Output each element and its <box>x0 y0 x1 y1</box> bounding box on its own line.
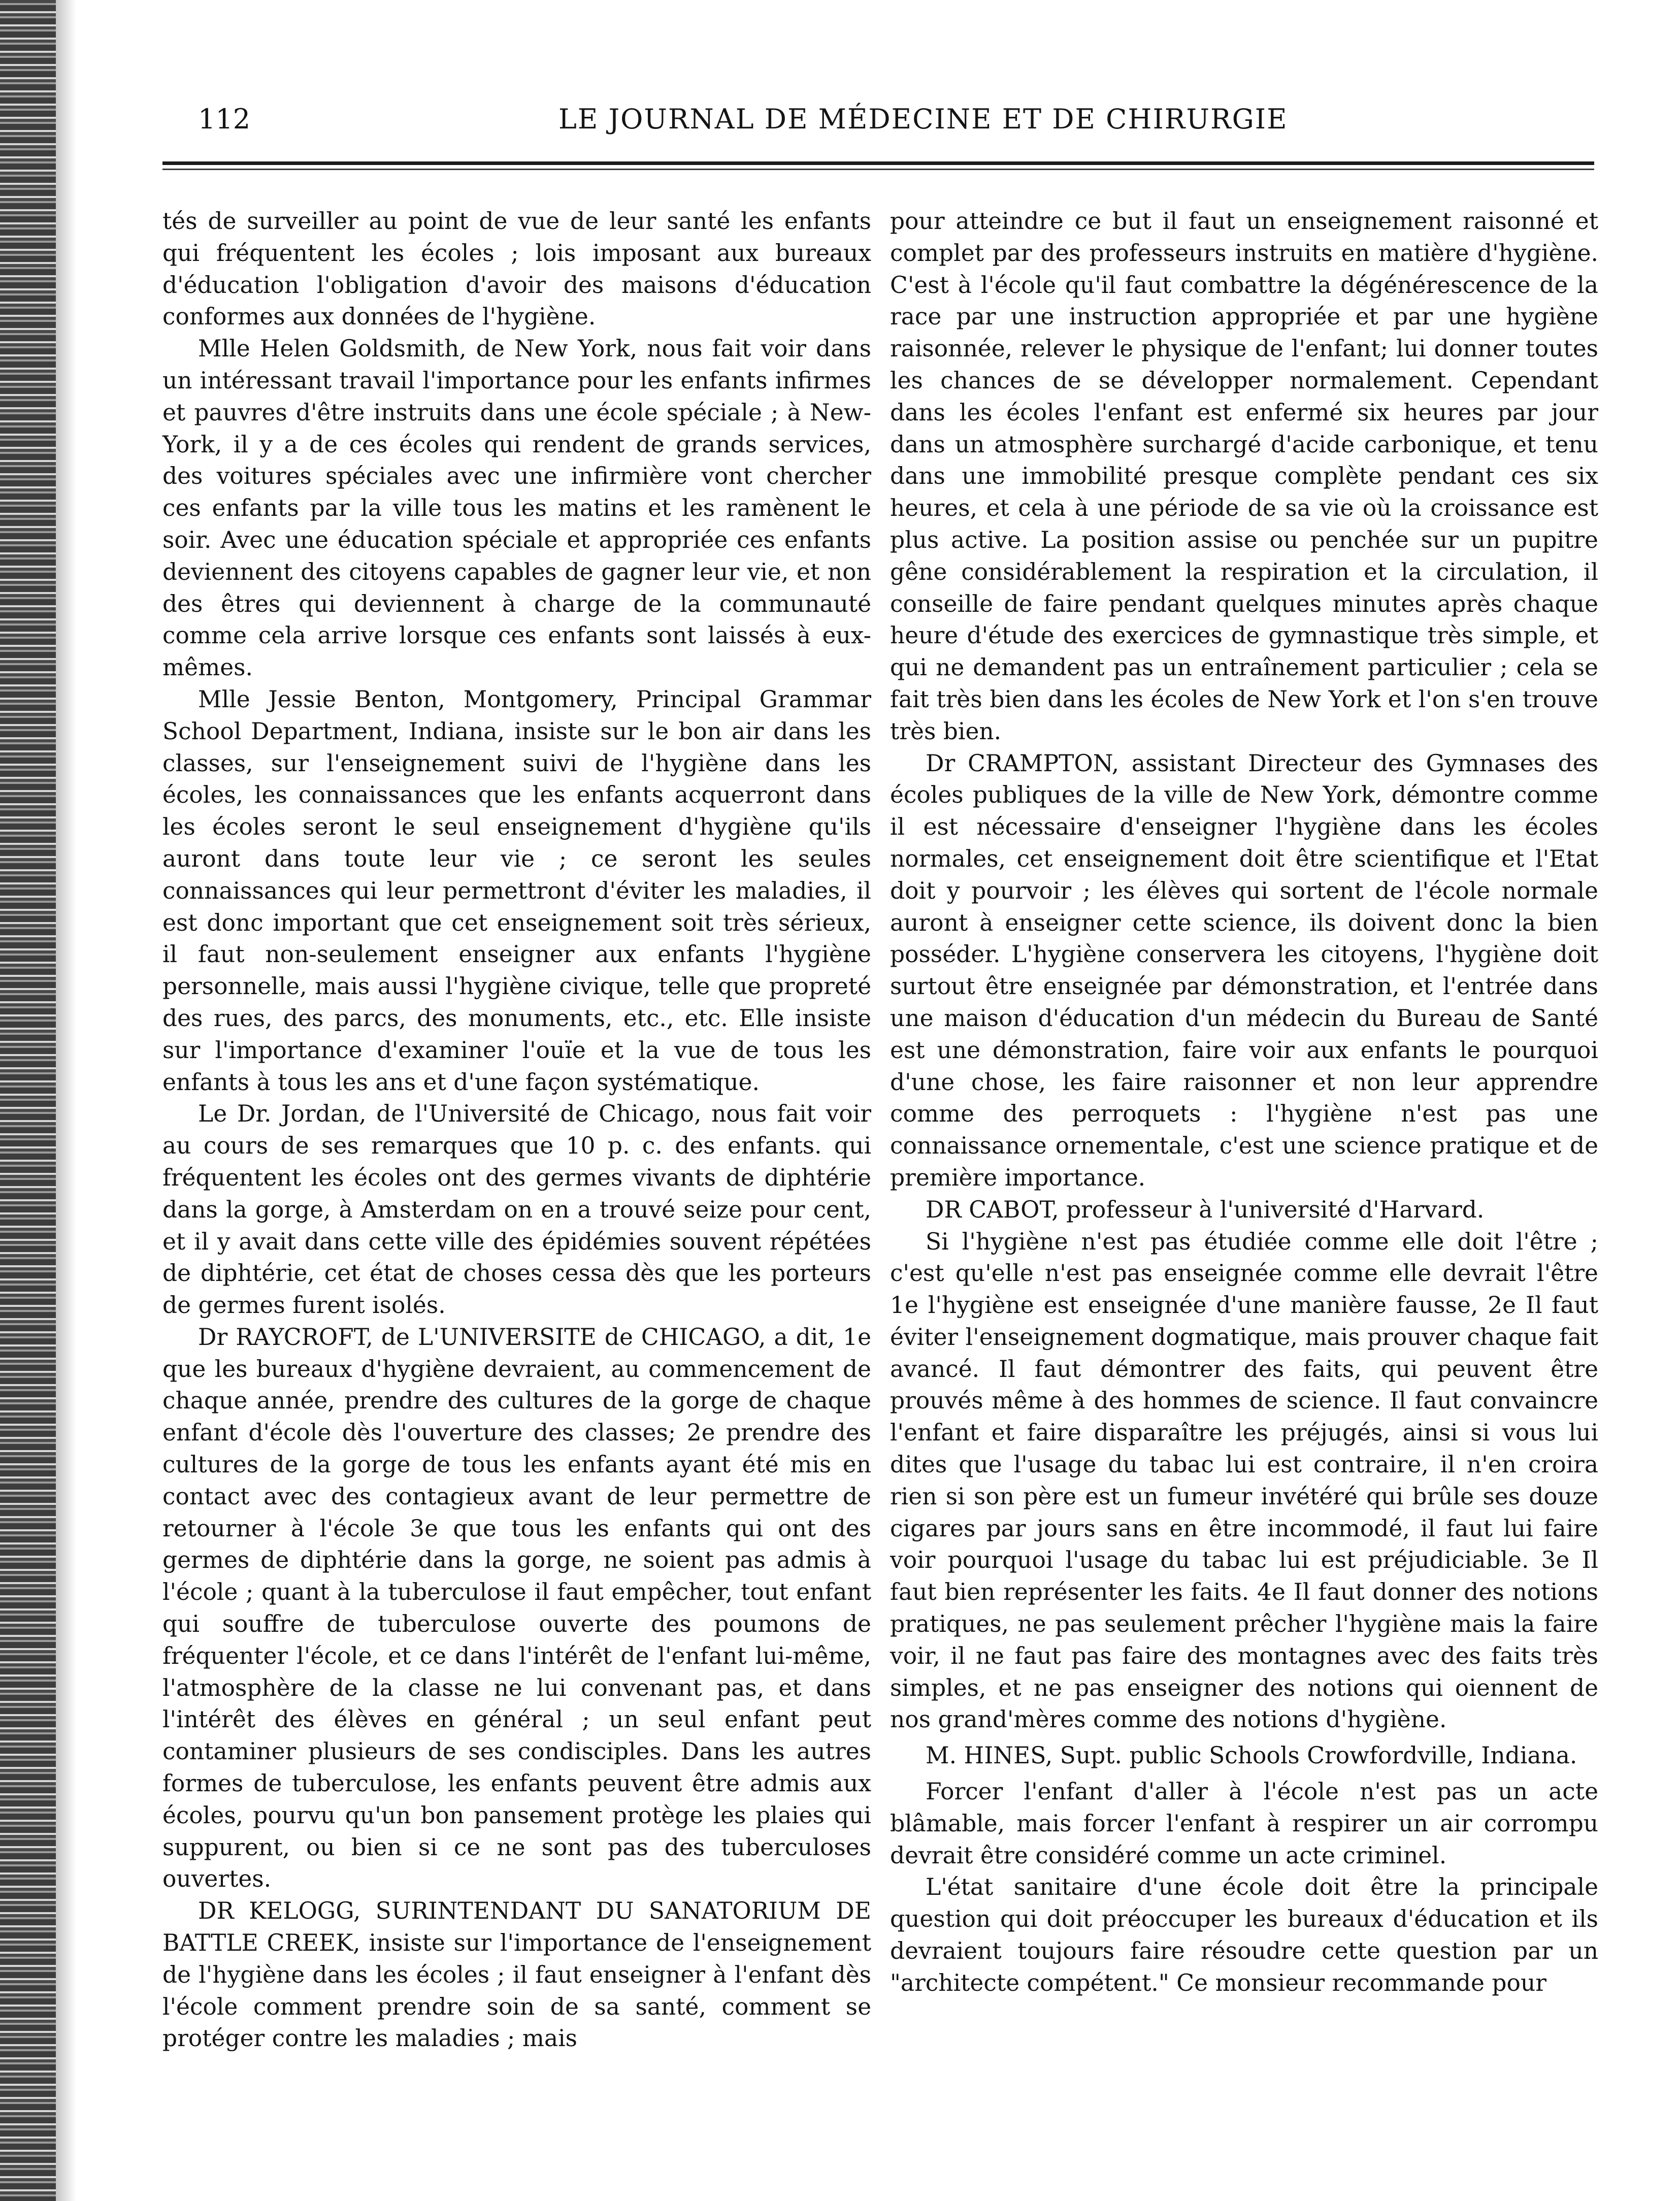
paragraph: Le Dr. Jordan, de l'Université de Chicago, nous fait voir au cours de ses remarques que 10 p. c. des enfants. qui fréquentent les écoles ont des germes vivants de diphtérie dans la gorge, à Amsterdam on en a trouvé seize pour cent, et il y avait dans cette ville des épidémies souvent répétées de diphtérie, cet état de choses cessa dès que les porteurs de germes furent isolés. <box>162 1100 871 1319</box>
paragraph: pour atteindre ce but il faut un enseignement raisonné et complet par des professeurs instruits en matière d'hygiène. C'est à l'école qu'il faut combattre la dégénérescence de la race par une instruction appropriée et par une hygiène raisonnée, relever le physique de l'enfant; lui donner toutes les chances de se développer normalement. Cependant dans les écoles l'enfant est enfermé six heures par jour dans un atmosphère surchargé d'acide carbonique, et tenu dans une immobilité presque complète pendant ces six heures, et cela à une période de sa vie où la croissance est plus active. La position assise ou penchée sur un pupitre gêne considérablement la respiration et la circulation, il conseille de faire pendant quelques minutes après chaque heure d'étude des exercices de gymnastique très simple, et qui ne demandent pas un entraînement particulier ; cela se fait très bien dans les écoles de New York et l'on s'en trouve très bien. <box>890 208 1598 745</box>
paragraph: DR CABOT, professeur à l'université d'Harvard. <box>926 1196 1485 1223</box>
paragraph: Forcer l'enfant d'aller à l'école n'est pas un acte blâmable, mais forcer l'enfant à respirer un air corrompu devrait être considéré comme un acte criminel. <box>890 1778 1598 1869</box>
paragraph: Si l'hygiène n'est pas étudiée comme elle doit l'être ; c'est qu'elle n'est pas enseignée comme elle devrait l'être 1e l'hygiène est enseignée d'une manière fausse, 2e Il faut éviter l'enseignement dogmatique, mais prouver chaque fait avancé. Il faut démontrer des faits, qui peuvent être prouvés même à des hommes de science. Il faut convaincre l'enfant et faire disparaître les préjugés, ainsi si vous lui dites que l'usage du tabac lui est contraire, il n'en croira rien si son père est un fumeur invétéré qui brûle ses douze cigares par jours sans en être incommodé, il faut lui faire voir pourquoi l'usage du tabac lui est préjudiciable. 3e Il faut bien représenter les faits. 4e Il faut donner des notions pratiques, ne pas seulement prêcher l'hygiène mais la faire voir, il ne faut pas faire des montagnes avec des faits très simples, et ne pas enseigner des notions qui oiennent de nos grand'mères comme des notions d'hygiène. <box>890 1228 1598 1733</box>
left-column <box>162 206 871 2055</box>
paragraph: Mlle Helen Goldsmith, de New York, nous fait voir dans un intéressant travail l'importance pour les enfants infirmes et pauvres d'être instruits dans une école spéciale ; à New-York, il y a de ces écoles qui rendent de grands services, des voitures spéciales avec une infirmière vont chercher ces enfants par la ville tous les matins et les ramènent le soir. Avec une éducation spéciale et appropriée ces enfants deviennent des citoyens capables de gagner leur vie, et non des êtres qui deviennent à charge de la communauté comme cela arrive lorsque ces enfants sont laissés à eux-mêmes. <box>162 335 871 681</box>
paragraph: Dr RAYCROFT, de L'UNIVERSITE de CHICAGO, a dit, 1e que les bureaux d'hygiène devraient, au commencement de chaque année, prendre des cultures de la gorge de chaque enfant d'école dès l'ouverture des classes; 2e prendre des cultures de la gorge de tous les enfants ayant été mis en contact avec des contagieux avant de leur permettre de retourner à l'école 3e que tous les enfants qui ont des germes de diphtérie dans la gorge, ne soient pas admis à l'école ; quant à la tuberculose il faut empêcher, tout enfant qui souffre de tuberculose ouverte des poumons de fréquenter l'école, et ce dans l'intérêt de l'enfant lui-même, l'atmosphère de la classe ne lui convenant pas, et dans l'intérêt des élèves en général ; un seul enfant peut contaminer plusieurs de ses condisciples. Dans les autres formes de tuberculose, les enfants peuvent être admis aux écoles, pourvu qu'un bon pansement protège les plaies qui suppurent, ou bien si ce ne sont pas des tuberculoses ouvertes. <box>162 1323 871 1893</box>
page-number: 112 <box>198 103 251 135</box>
paragraph: tés de surveiller au point de vue de leur santé les enfants qui fréquentent les écoles ; lois imposant aux bureaux d'éducation l'obligation d'avoir des maisons d'éducation conformes aux données de l'hygiène. <box>162 208 871 331</box>
page-header <box>198 102 1599 152</box>
page-binding-edge <box>0 0 56 2201</box>
right-column <box>890 206 1598 1999</box>
running-title: LE JOURNAL DE MÉDECINE ET DE CHIRURGIE <box>558 103 1288 135</box>
paragraph: L'état sanitaire d'une école doit être la principale question qui doit préoccuper les bureaux d'éducation et ils devraient toujours faire résoudre cette question par un "architecte compétent." Ce monsieur recommande pour <box>890 1874 1598 1996</box>
paragraph: M. HINES, Supt. public Schools Crowfordville, Indiana. <box>926 1742 1577 1769</box>
paragraph: Mlle Jessie Benton, Montgomery, Principal Grammar School Department, Indiana, insiste sur le bon air dans les classes, sur l'enseignement suivi de l'hygiène dans les écoles, les connaissances que les enfants acquerront dans les écoles seront le seul enseignement d'hygiène qu'ils auront dans toute leur vie ; ce seront les seules connaissances qui leur permettront d'éviter les maladies, il est donc important que cet enseignement soit très sérieux, il faut non-seulement enseigner aux enfants l'hygiène personnelle, mais aussi l'hygiène civique, telle que propreté des rues, des parcs, des monuments, etc., etc. Elle insiste sur l'importance d'examiner l'ouïe et la vue de tous les enfants à tous les ans et d'une façon systématique. <box>162 685 871 1096</box>
paragraph: DR KELOGG, SURINTENDANT DU SANATORIUM DE BATTLE CREEK, insiste sur l'importance de l'enseignement de l'hygiène dans les écoles ; il faut enseigner à l'enfant dès l'école comment prendre soin de sa santé, comment se protéger contre les maladies ; mais <box>162 1897 871 2052</box>
header-rule-thin <box>162 169 1594 170</box>
paragraph: Dr CRAMPTON, assistant Directeur des Gymnases des écoles publiques de la ville de New York, démontre comme il est nécessaire d'enseigner l'hygiène dans les écoles normales, cet enseignement doit être scientifique et l'Etat doit y pourvoir ; les élèves qui sortent de l'école normale auront à enseigner cette science, ils doivent donc la bien posséder. L'hygiène conservera les citoyens, l'hygiène doit surtout être enseignée par démonstration, et l'entrée dans une maison d'éducation d'un médecin du Bureau de Santé est une démonstration, faire voir aux enfants le pourquoi d'une chose, les faire raisonner et non leur apprendre comme des perroquets : l'hygiène n'est pas une connaissance ornementale, c'est une science pratique et de première importance. <box>890 749 1598 1191</box>
header-rule <box>162 161 1594 165</box>
